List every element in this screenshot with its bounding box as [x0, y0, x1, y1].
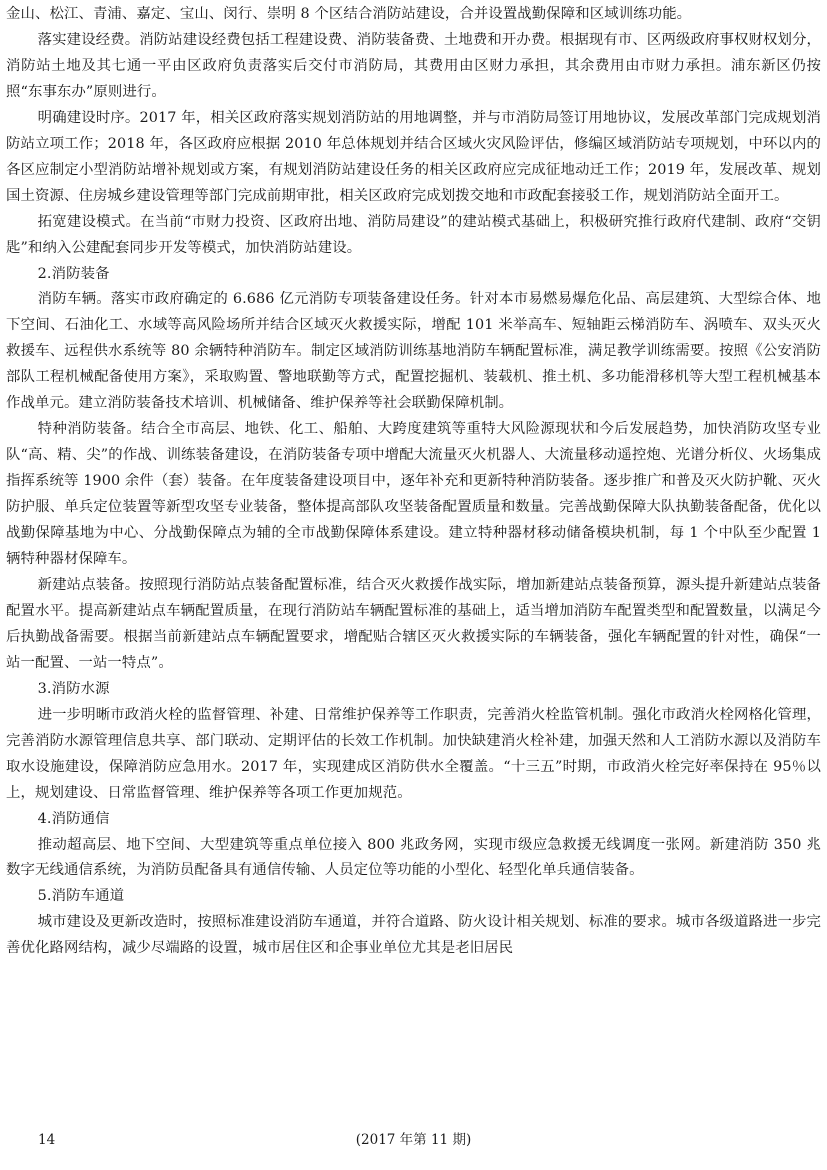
page-number: 14 [38, 1132, 56, 1148]
section-heading-communication: 4.消防通信 [37, 810, 110, 827]
paragraph-continuation: 金山、松江、青浦、嘉定、宝山、闵行、崇明 8 个区结合消防站建设，合并设置战勤保障和区域训练功能。 [6, 6, 692, 22]
paragraph-construction-funding: 落实建设经费。消防站建设经费包括工程建设费、消防装备费、土地费和开办费。根据现有市、区两级政府事权财权划分，消防站土地及其七通一平由区政府负责落实后交付市消防局，其费用由区财力承担，其余费用由市财力承担。浦东新区仍按照“东事东办”原则进行。 [6, 31, 821, 100]
issue-label: (2017 年第 11 期) [355, 1132, 472, 1148]
paragraph-fire-vehicles: 消防车辆。落实市政府确定的 6.686 亿元消防专项装备建设任务。针对本市易燃易爆危化品、高层建筑、大型综合体、地下空间、石油化工、水域等高风险场所并结合区域灭火救援实际，增配 101 米举高车、短轴距云梯消防车、涡喷车、双头灭火救援车、远程供水系统等 80 余辆特种消防车。制定区域消防训练基地消防车辆配置标准，满足教学训练需要。按照《公安消防部队工程机械配备使用方案》，采取购置、警地联勤等方式，配置挖掘机、装载机、推土机、多功能滑移机等大型工程机械基本作战单元。建立消防装备技术培训、机械储备、维护保养等社会联勤保障机制。 [6, 291, 821, 412]
paragraph-water-source: 进一步明晰市政消火栓的监督管理、补建、日常维护保养等工作职责，完善消火栓监管机制。强化市政消火栓网格化管理，完善消防水源管理信息共享、部门联动、定期评估的长效工作机制。加快缺建消火栓补建，加强天然和人工消防水源以及消防车取水设施建设，保障消防应急用水。2017 年，实现建成区消防供水全覆盖。“十三五”时期，市政消火栓完好率保持在 95％以上，规划建设、日常监督管理、维护保养等各项工作更加规范。 [6, 706, 821, 801]
section-heading-fire-equipment: 2.消防装备 [37, 265, 110, 282]
paragraph-new-station-equipment: 新建站点装备。按照现行消防站点装备配置标准，结合灭火救援作战实际，增加新建站点装备预算，源头提升新建站点装备配置水平。提高新建站点车辆配置质量，在现行消防站车辆配置标准的基础上，适当增加消防车配置类型和配置数量，以满足今后执勤战备需要。根据当前新建站点车辆配置要求，增配贴合辖区灭火救援实际的车辆装备，强化车辆配置的针对性，确保“一站一配置、一站一特点”。 [6, 576, 821, 671]
paragraph-construction-timeline: 明确建设时序。2017 年，相关区政府落实规划消防站的用地调整，并与市消防局签订用地协议，发展改革部门完成规划消防站立项工作；2018 年，各区政府应根据 2010 年总体规划并结合区域火灾风险评估，修编区域消防站专项规划，中环以内的各区应制定小型消防站增补规划或方案，有规划消防站建设任务的相关区政府应完成征地动迁工作；2019 年，发展改革、规划国土资源、住房城乡建设管理等部门完成前期审批，相关区政府完成划拨交地和市政配套接驳工作，规划消防站全面开工。 [6, 109, 821, 204]
paragraph-fire-lanes: 城市建设及更新改造时，按照标准建设消防车通道，并符合道路、防火设计相关规划、标准的要求。城市各级道路进一步完善优化路网结构，减少尽端路的设置，城市居住区和企事业单位尤其是老旧居民 [6, 914, 821, 957]
article-body [6, 2, 821, 962]
section-heading-fire-lanes: 5.消防车通道 [37, 888, 125, 905]
section-heading-water-source: 3.消防水源 [37, 680, 110, 697]
paragraph-communication: 推动超高层、地下空间、大型建筑等重点单位接入 800 兆政务网，实现市级应急救援无线调度一张网。新建消防 350 兆数字无线通信系统，为消防员配备具有通信传输、人员定位等功能的小型化、轻型化单兵通信装备。 [6, 836, 821, 879]
paragraph-special-equipment: 特种消防装备。结合全市高层、地铁、化工、船舶、大跨度建筑等重特大风险源现状和今后发展趋势，加快消防攻坚专业队“高、精、尖”的作战、训练装备建设，在消防装备专项中增配大流量灭火机器人、大流量移动遥控炮、光谱分析仪、火场集成指挥系统等 1900 余件（套）装备。在年度装备建设项目中，逐年补充和更新特种消防装备。逐步推广和普及灭火防护靴、灭火防护服、单兵定位装置等新型攻坚专业装备，整体提高部队攻坚装备配置质量和数量。完善战勤保障大队执勤装备配备，优化以战勤保障基地为中心、分战勤保障点为辅的全市战勤保障体系建设。建立特种器材移动储备模块机制，每 1 个中队至少配置 1 辆特种器材保障车。 [6, 421, 821, 568]
paragraph-construction-mode: 拓宽建设模式。在当前“市财力投资、区政府出地、消防局建设”的建站模式基础上，积极研究推行政府代建制、政府“交钥匙”和纳入公建配套同步开发等模式，加快消防站建设。 [6, 213, 821, 256]
page-footer [0, 1126, 827, 1154]
